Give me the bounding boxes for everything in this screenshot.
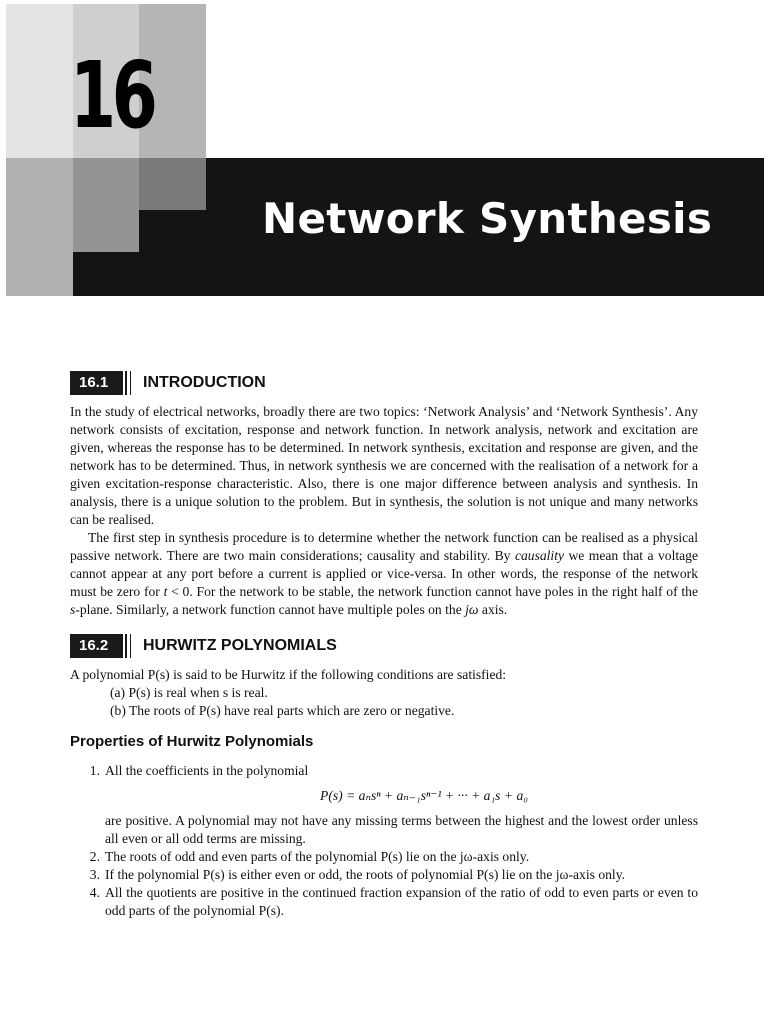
paragraph: The first step in synthesis procedure is to determine whether the network function can be realised as a physical passive network. There are two main considerations; causality and stability. By causality we mean that a voltage cannot appear at any port before a current is applied or vice-versa. In other words, the response of the network must be zero for t < 0. For the network to be stable, the network function cannot have poles in the right half of the s-plane. Similarly, a network function cannot have multiple poles on the jω axis.: [70, 530, 699, 617]
list-item: [70, 762, 698, 780]
item-number: 2.: [89, 849, 100, 864]
paragraph: In the study of electrical networks, broadly there are two topics: ‘Network Analysis’ and ‘Network Synthesis’. Any network consists of excitation, response and network function. In network analysis, network and excitation are given, whereas the response has to be determined. In network synthesis, excitation and response are given, and the network has to be determined. Thus, in network synthesis we are concerned with the realisation of a network for a given excitation-response characteristic. Also, there is one major difference between analysis and synthesis. In analysis, there is a unique solution to the problem. But in synthesis, the solution is not unique and many networks can be realised.: [70, 404, 698, 527]
list-item: [70, 812, 698, 848]
list-item: [70, 884, 698, 920]
introduction-body: [70, 403, 698, 619]
item-number: 3.: [89, 867, 100, 882]
hurwitz-definition: A polynomial P(s) is said to be Hurwitz if the following conditions are satisfied:: [70, 667, 507, 682]
header-block: [139, 158, 206, 210]
section-heading-hurwitz: [70, 634, 337, 658]
properties-heading: Properties of Hurwitz Polynomials: [70, 733, 314, 750]
section-title: INTRODUCTION: [143, 374, 266, 391]
item-text: The roots of odd and even parts of the polynomial P(s) lie on the jω-axis only.: [105, 849, 530, 864]
section-divider: [125, 634, 131, 658]
chapter-title: Network Synthesis: [262, 194, 713, 243]
item-number: 4.: [89, 885, 100, 900]
chapter-number: 16: [70, 42, 154, 149]
header-block: [73, 158, 139, 252]
section-number: 16.2: [70, 634, 123, 658]
item-text: If the polynomial P(s) is either even or odd, the roots of polynomial P(s) lie on the jω-axis only.: [105, 867, 626, 882]
list-item: [70, 848, 698, 866]
header-block: [6, 4, 73, 158]
item-text: are positive. A polynomial may not have any missing terms between the highest and the lowest order unless all even or all odd terms are missing.: [105, 813, 698, 846]
polynomial-formula: P(s) = aₙsⁿ + aₙ₋₁sⁿ⁻¹ + ··· + a₁s + a₀: [320, 788, 528, 803]
section-heading-introduction: [70, 371, 266, 395]
condition-b: (b) The roots of P(s) have real parts which are zero or negative.: [110, 703, 455, 718]
properties-list: [70, 762, 698, 920]
section-divider: [125, 371, 131, 395]
header-block: [6, 158, 73, 296]
condition-a: (a) P(s) is real when s is real.: [110, 685, 268, 700]
item-text: All the coefficients in the polynomial: [105, 763, 309, 778]
item-number: 1.: [89, 763, 100, 778]
section-title: HURWITZ POLYNOMIALS: [143, 637, 337, 654]
item-text: All the quotients are positive in the continued fraction expansion of the ratio of odd to even parts or even to odd parts of the polynomial P(s).: [105, 885, 698, 918]
item-number: [70, 812, 105, 848]
section-number: 16.1: [70, 371, 123, 395]
list-item: [70, 866, 698, 884]
